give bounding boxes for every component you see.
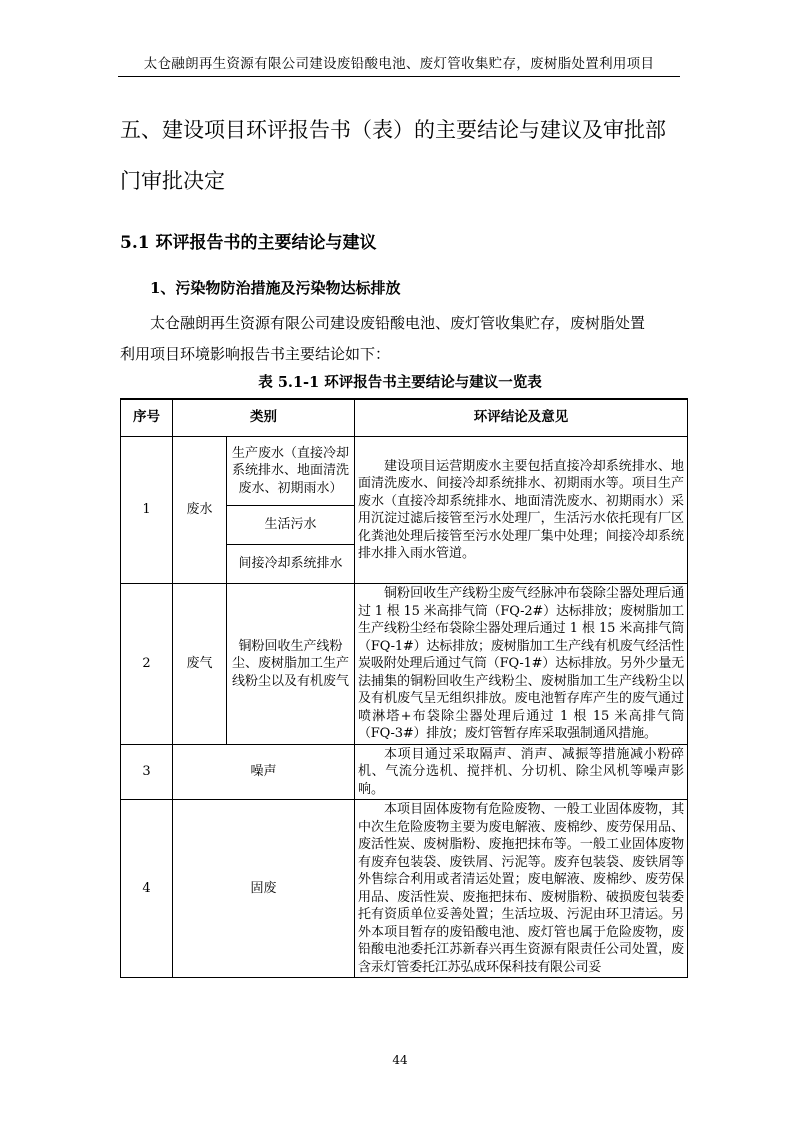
row-category: 固废 [173, 800, 355, 978]
row-conclusion: 本项目通过采取隔声、消声、减振等措施减小粉碎机、气流分选机、搅拌机、分切机、除尘风机等噪声影响。 [355, 744, 688, 800]
running-header: 太仓融朗再生资源有限公司建设废铅酸电池、废灯管收集贮存，废树脂处置利用项目 [143, 56, 655, 72]
row-category: 噪声 [173, 744, 355, 800]
section-title-line1: 五、建设项目环评报告书（表）的主要结论与建议及审批部 [120, 118, 666, 142]
row-no: 1 [121, 437, 173, 584]
page-number: 44 [392, 1053, 408, 1067]
header-conclusion: 环评结论及意见 [355, 399, 688, 437]
subsection-title: 5.1 环评报告书的主要结论与建议 [120, 233, 377, 253]
table-header-row [121, 399, 688, 437]
row-category: 废气 [173, 584, 227, 745]
table-caption: 表 5.1-1 环评报告书主要结论与建议一览表 [258, 374, 542, 391]
row-conclusion: 本项目固体废物有危险废物、一般工业固体废物，其中次生危险废物主要为废电解液、废棉纱、废劳保用品、废活性炭、废树脂粉、废拖把抹布等。一般工业固体废物有废弃包装袋、废铁屑、污泥等。废弃包装袋、废铁屑等外售综合利用或者清运处置；废电解液、废棉纱、废劳保用品、废活性炭、废拖把抹布、废树脂粉、破损废包装委托有资质单位妥善处置；生活垃圾、污泥由环卫清运。另外本项目暂存的废铅酸电池、废灯管也属于危险废物，废铅酸电池委托江苏新春兴再生资源有限责任公司处置，废含汞灯管委托江苏弘成环保科技有限公司妥 [355, 800, 688, 978]
row-category: 废水 [173, 437, 227, 584]
row-no: 4 [121, 800, 173, 978]
table-row [121, 584, 688, 745]
row-conclusion: 建设项目运营期废水主要包括直接冷却系统排水、地面清洗废水、间接冷却系统排水、初期雨水等。项目生产废水（直接冷却系统排水、地面清洗废水、初期雨水）采用沉淀过滤后接管至污水处理厂，生活污水依托现有厂区化粪池处理后接管至污水处理厂集中处理；间接冷却系统排水排入雨水管道。 [355, 437, 688, 584]
table-row [121, 744, 688, 800]
row-subcategory: 铜粉回收生产线粉尘、废树脂加工生产线粉尘以及有机废气 [227, 584, 355, 745]
table-row [121, 437, 688, 506]
row-subcategory: 生产废水（直接冷却系统排水、地面清洗废水、初期雨水） [227, 437, 355, 506]
row-subcategory: 生活污水 [227, 506, 355, 545]
header-no: 序号 [121, 399, 173, 437]
section-title-line2: 门审批决定 [120, 169, 225, 193]
conclusions-table [120, 398, 688, 978]
table-row [121, 800, 688, 978]
intro-line2: 利用项目环境影响报告书主要结论如下： [120, 345, 391, 363]
intro-line1: 太仓融朗再生资源有限公司建设废铅酸电池、废灯管收集贮存，废树脂处置 [150, 314, 646, 332]
row-no: 3 [121, 744, 173, 800]
header-rule [118, 76, 680, 77]
row-no: 2 [121, 584, 173, 745]
header-category: 类别 [173, 399, 355, 437]
row-conclusion: 铜粉回收生产线粉尘废气经脉冲布袋除尘器处理后通过 1 根 15 米高排气筒（FQ-2#）达标排放；废树脂加工生产线粉尘经布袋除尘器处理后通过 1 根 15 米高排气筒（FQ-1#）达标排放；废树脂加工生产线有机废气经活性炭吸附处理后通过气筒（FQ-1#）达标排放。另外少量无法捕集的铜粉回收生产线粉尘、废树脂加工生产线粉尘以及有机废气呈无组织排放。废电池暂存库产生的废气通过喷淋塔+布袋除尘器处理后通过 1 根 15 米高排气筒（FQ-3#）排放；废灯管暂存库采取强制通风措施。 [355, 584, 688, 745]
row-subcategory: 间接冷却系统排水 [227, 545, 355, 584]
subsubsection-title: 1、污染物防治措施及污染物达标排放 [150, 279, 401, 297]
